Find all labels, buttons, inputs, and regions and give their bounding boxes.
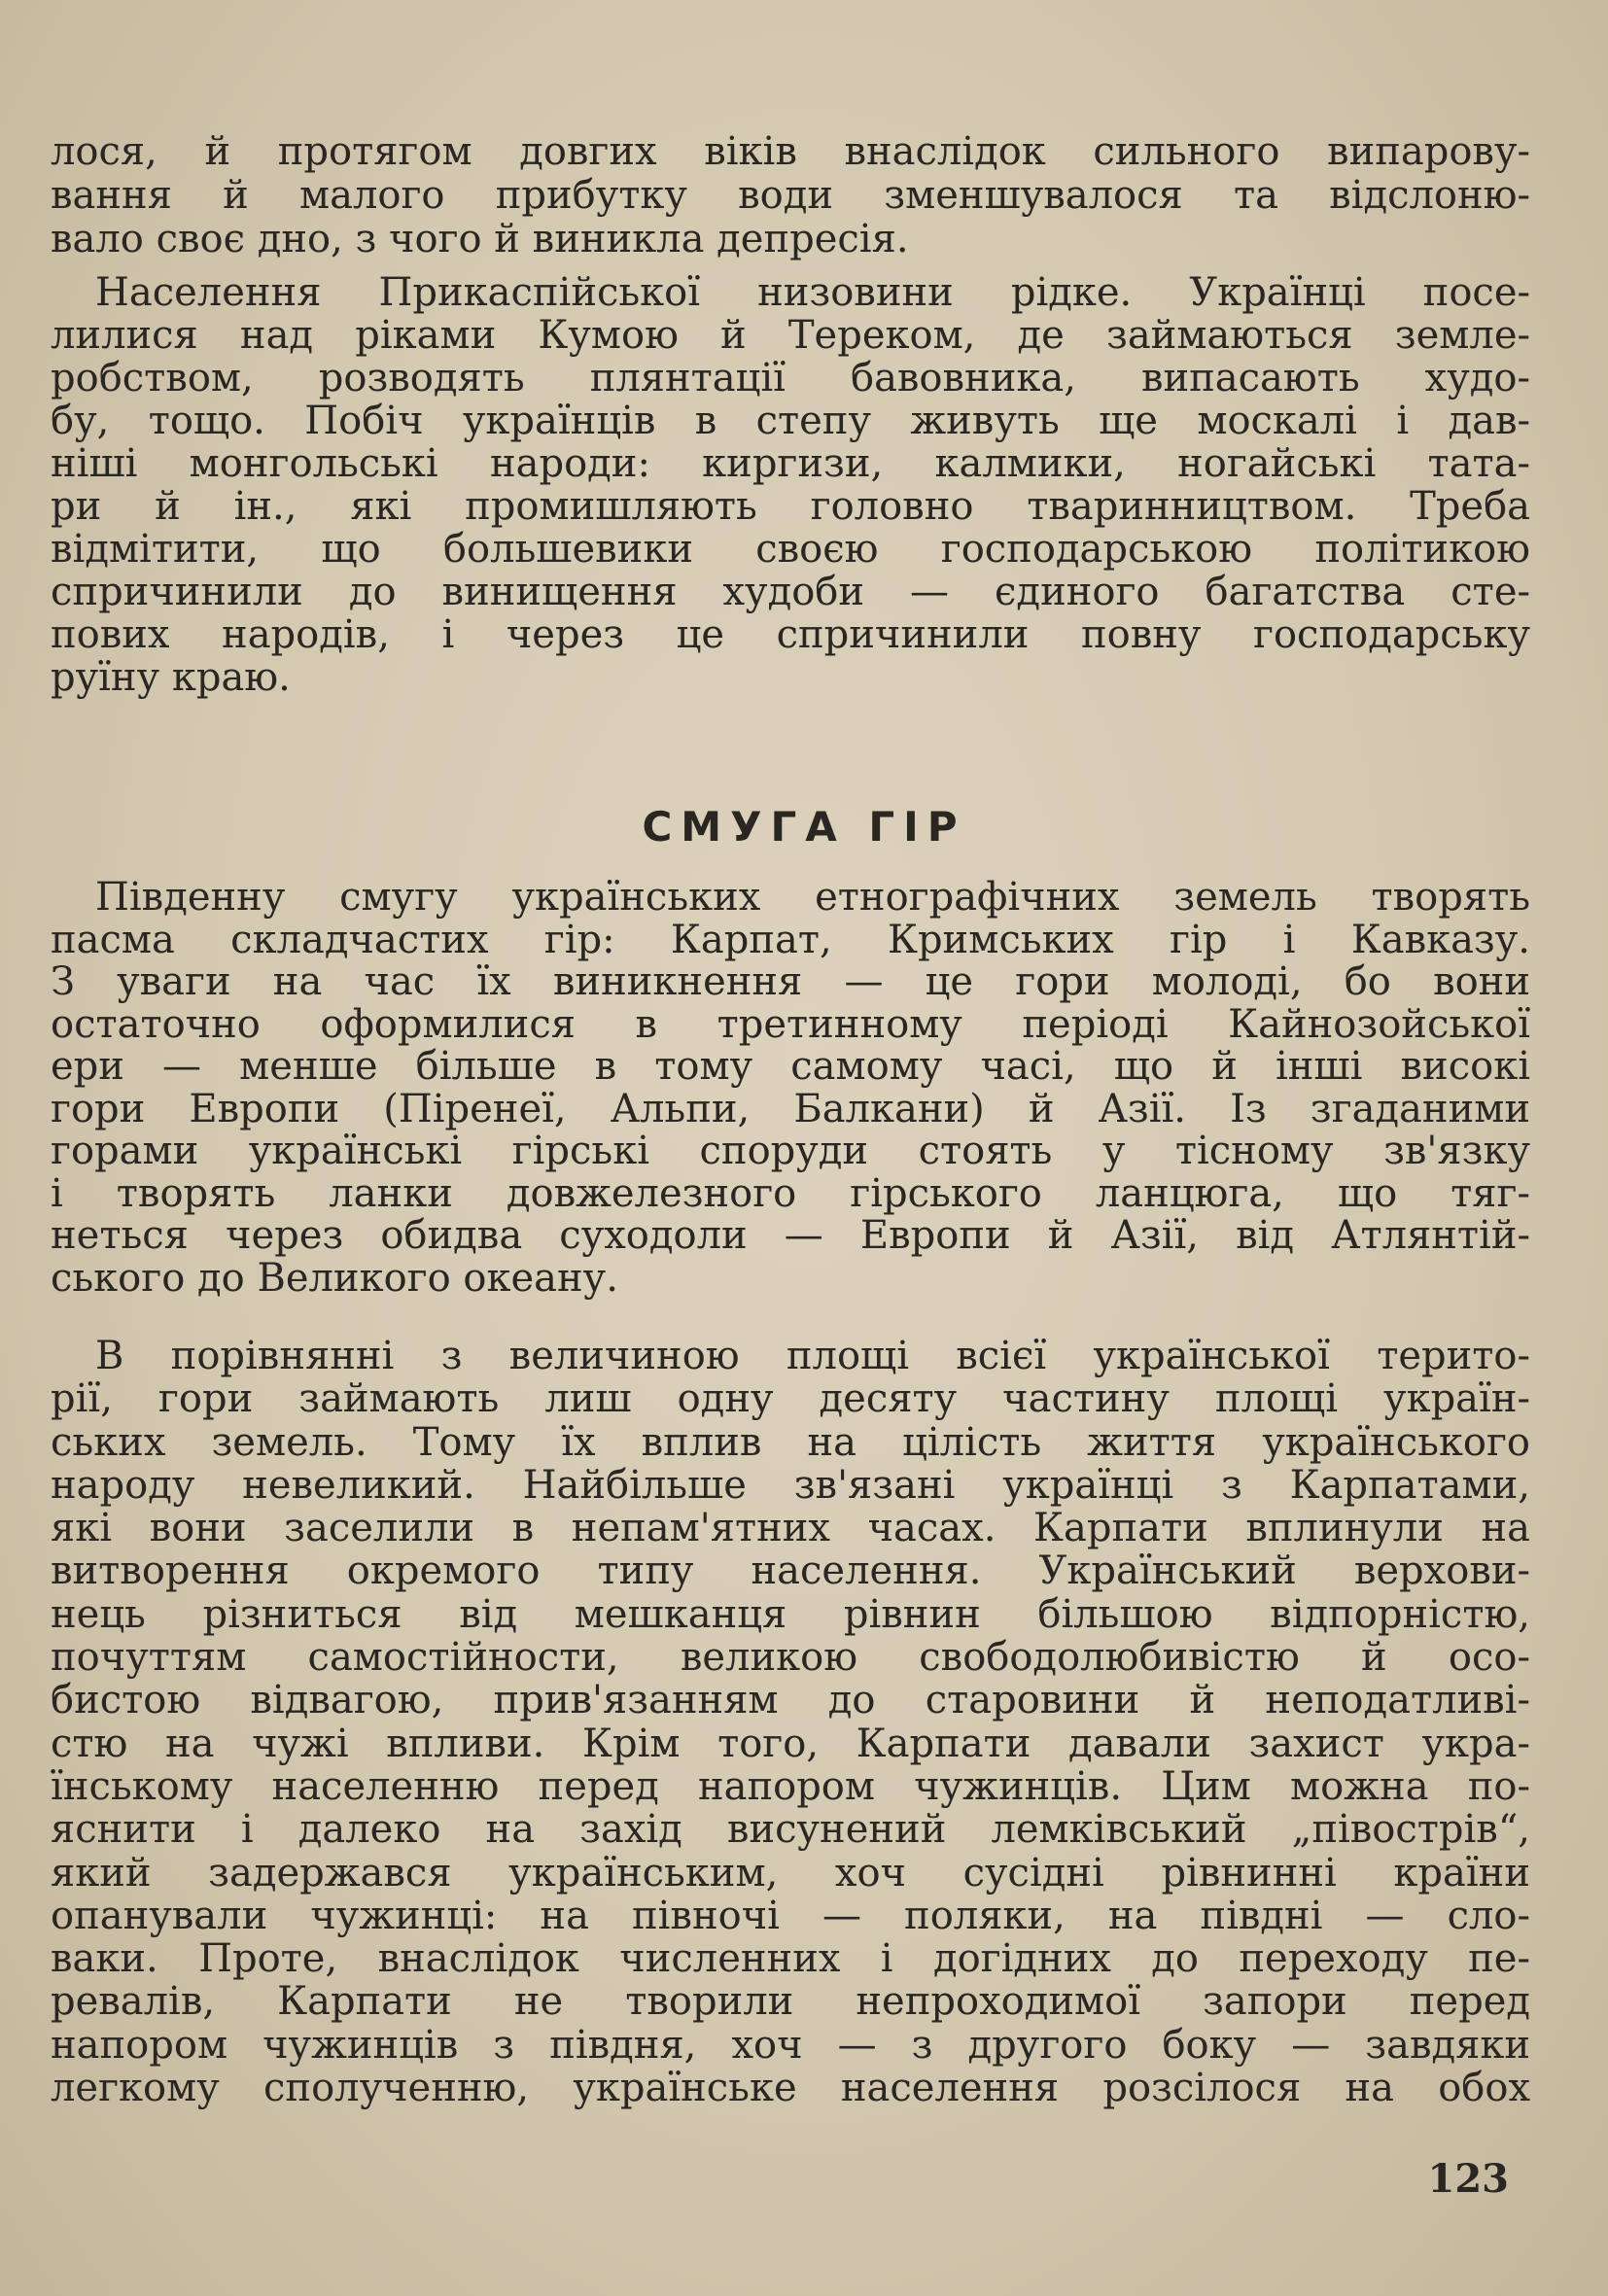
text-line: ваки. Проте, внаслідок численних і догідних до переходу пе-	[51, 1936, 1530, 1982]
text-line: опанували чужинці: на півночі — поляки, на півдні — сло-	[51, 1893, 1530, 1938]
text-line: вання й малого прибутку води зменшувалося та відслоню-	[51, 173, 1530, 218]
text-line: спричинили до винищення худоби — єдиного багатства сте-	[51, 570, 1530, 614]
section-title: СМУГА ГІР	[642, 803, 966, 851]
text-line: руїну краю.	[51, 655, 291, 700]
text-line: ського до Великого океану.	[51, 1255, 618, 1301]
paragraph-mountain-belt	[51, 875, 1530, 1301]
text-line: бу, тощо. Побіч українців в степу живуть ще москалі і дав-	[51, 399, 1530, 443]
text-line: горами українські гірські споруди стоять у тісному зв'язку	[51, 1129, 1530, 1173]
text-line: пових народів, і через це спричинили повну господарську	[51, 612, 1530, 657]
text-line: робством, розводять плянтації бавовника, випасають худо-	[51, 356, 1530, 400]
text-line: В порівнянні з величиною площі всієї української терито-	[95, 1334, 1530, 1378]
text-line: З уваги на час їх виникнення — це гори молоді, бо вони	[51, 959, 1530, 1004]
text-line: і творять ланки довжелезного гірського ланцюга, що тяг-	[51, 1170, 1530, 1216]
text-line: легкому сполученню, українське населення розсілося на обох	[51, 2066, 1530, 2111]
text-line: стю на чужі впливи. Крім того, Карпати давали захист укра-	[51, 1721, 1530, 1766]
text-line: ри й ін., які промишляють головно тваринництвом. Треба	[51, 484, 1530, 529]
text-line: Населення Прикаспійської низовини рідке. Українці посе-	[95, 270, 1530, 315]
text-line: неться через обидва суходоли — Европи й Азії, від Атлянтій-	[51, 1213, 1530, 1258]
text-line: почуттям самостійности, великою свободолюбивістю й осо-	[51, 1635, 1530, 1681]
text-line: напором чужинців з півдня, хоч — з другого боку — завдяки	[51, 2022, 1530, 2068]
text-line: пасма складчастих гір: Карпат, Кримських гір і Кавказу.	[51, 917, 1530, 962]
text-line: рії, гори займають лиш одну десяту частину площі україн-	[51, 1376, 1530, 1422]
paragraph-depression-end	[51, 129, 1530, 263]
text-line: ських земель. Тому їх вплив на цілість життя українського	[51, 1419, 1530, 1465]
text-line: які вони заселили в непам'ятних часах. Карпати вплинули на	[51, 1506, 1530, 1551]
text-line: лося, й протягом довгих віків внаслідок сильного випарову-	[51, 129, 1530, 174]
page-number: 123	[1427, 2156, 1509, 2202]
text-line: народу невеликий. Найбільше зв'язані українці з Карпатами,	[51, 1462, 1530, 1508]
text-line: гори Европи (Піренеї, Альпи, Балкани) й Азії. Із згаданими	[51, 1086, 1530, 1131]
text-line: Південну смугу українських етнографічних земель творять	[95, 875, 1530, 920]
text-line: остаточно оформилися в третинному періоді Кайнозойської	[51, 1001, 1530, 1047]
text-line: бистою відвагою, прив'язанням до старовини й неподатливі-	[51, 1678, 1530, 1723]
text-line: ери — менше більше в тому самому часі, що й інші високі	[51, 1044, 1530, 1089]
text-line: ревалів, Карпати не творили непроходимої запори перед	[51, 1979, 1530, 2025]
text-line: яснити і далеко на захід висунений лемківський „півострів“,	[51, 1807, 1530, 1853]
paragraph-population	[51, 270, 1530, 701]
text-line: лилися над ріками Кумою й Тереком, де займаються земле-	[51, 313, 1530, 358]
text-line: відмітити, що большевики своєю господарською політикою	[51, 527, 1530, 572]
text-line: нець різниться від мешканця рівнин більшою відпорністю,	[51, 1591, 1530, 1637]
paragraph-carpathians	[51, 1334, 1530, 2111]
text-line: їнському населенню перед напором чужинців. Цим можна по-	[51, 1763, 1530, 1809]
text-line: вало своє дно, з чого й виникла депресія.	[51, 217, 909, 261]
text-line: ніші монгольські народи: киргизи, калмики, ногайські тата-	[51, 441, 1530, 486]
text-line: витворення окремого типу населення. Український верхови-	[51, 1548, 1530, 1594]
text-line: який задержався українським, хоч сусідні рівнинні країни	[51, 1850, 1530, 1896]
